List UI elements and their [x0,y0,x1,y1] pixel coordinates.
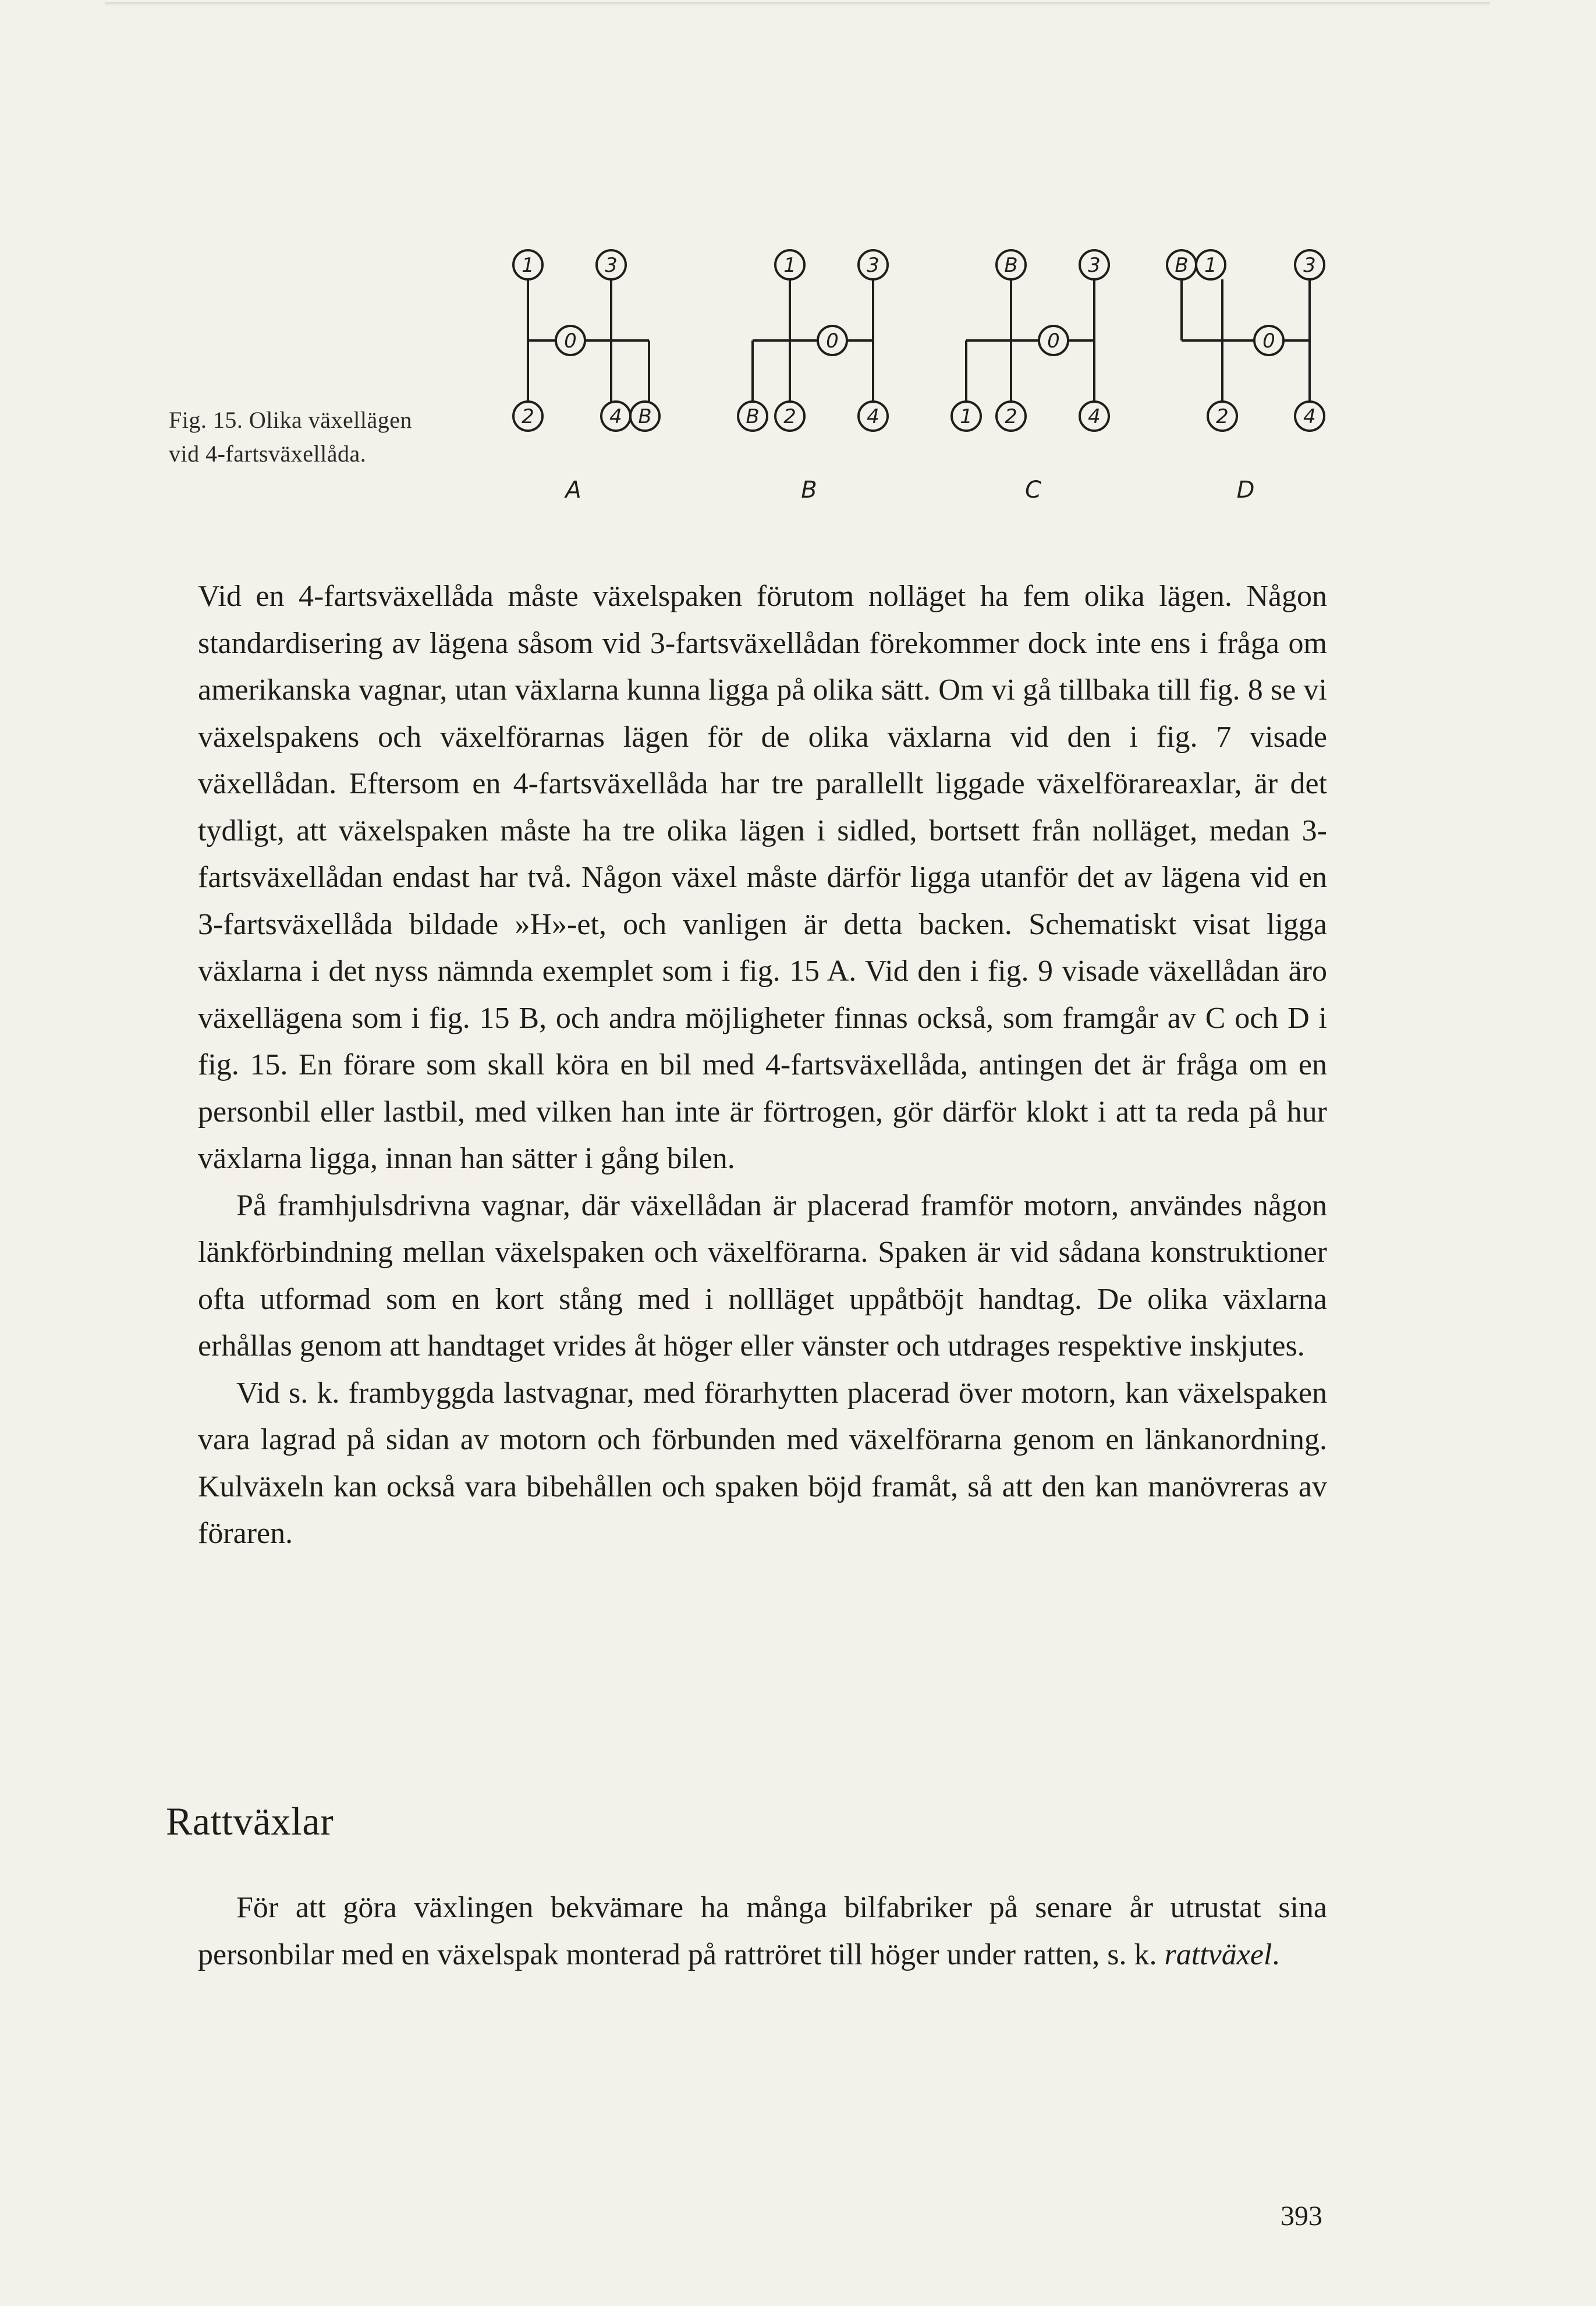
gear-c-bottom-2: 2 [1005,405,1017,428]
gear-b-bottom-1: B [746,405,760,428]
gear-d-top-3: 3 [1303,254,1316,277]
section-paragraph [198,1885,1327,1978]
figure-caption-line-2: vid 4-fartsväxellåda. [169,441,367,467]
gear-c-top-2: 3 [1088,254,1101,277]
gear-d-top-2: 1 [1204,254,1217,277]
gear-a-neutral: 0 [564,329,577,353]
gear-a-bottom-3: B [638,405,652,428]
gear-d-top-1: B [1175,254,1189,277]
gear-b-bottom-2: 2 [783,405,796,428]
figure-15 [0,0,1596,524]
gear-b-top-1: 1 [783,254,796,277]
section-text [198,1885,1327,1978]
paragraph-1: Vid en 4-fartsväxellåda måste växelspaken förutom nolläget ha fem olika lägen. Någon standardisering av lägena såsom vid 3-fartsväxellådan förekommer dock inte ens i fråga om amerikanska vagnar, utan växlarna kunna ligga på olika sätt. Om vi gå tillbaka till fig. 8 se vi växelspakens och växelförarnas lägen för de olika växlarna vid den i fig. 7 visade växellådan. Eftersom en 4-fartsväxellåda har tre parallellt liggade växelförareaxlar, är det tydligt, att växelspaken måste ha tre olika lägen i sidled, bortsett från nolläget, medan 3-fartsväxellådan endast har två. Någon växel måste därför ligga utanför det av lägena vid en 3-fartsväxellåda bildade »H»-et, och vanligen är detta backen. Schematiskt visat ligga växlarna i det nyss nämnda exemplet som i fig. 15 A. Vid den i fig. 9 visade växellådan äro växellägena som i fig. 15 B, och andra möjligheter finnas också, som framgår av C och D i fig. 15. En förare som skall köra en bil med 4-fartsväxellåda, antingen det är fråga om en personbil eller lastbil, med vilken han inte är förtrogen, gör därför klokt i att ta reda på hur växlarna ligga, innan han sätter i gång bilen. [198,580,1327,1175]
gear-diagram-a [513,250,659,503]
gear-diagram-c [952,250,1109,503]
gear-b-top-2: 3 [867,254,879,277]
figure-caption-line-1: Fig. 15. Olika växellägen [169,407,412,433]
diagram-c-label: C [1025,477,1041,503]
gear-c-bottom-1: 1 [960,405,973,428]
gear-c-top-1: B [1004,254,1018,277]
gear-diagram-d [1167,250,1324,503]
paragraph-2: På framhjulsdrivna vagnar, där växellådan är placerad framför motorn, användes någon länkförbindning mellan växelspaken och växelförarna. Spaken är vid sådana konstruktioner ofta utformad som en kort stång med i nollläget uppåtböjt handtag. De olika växlarna erhållas genom att handtaget vrides åt höger eller vänster och utdrages respektive inskjutes. [198,1189,1327,1363]
gear-diagrams [0,0,1596,524]
gear-diagram-b [738,250,888,503]
gear-a-bottom-2: 4 [609,405,622,428]
section-heading: Rattväxlar [166,1799,334,1843]
diagram-b-label: B [801,477,817,503]
gear-a-top-1: 1 [522,254,534,277]
gear-d-bottom-1: 2 [1216,405,1229,428]
gear-d-bottom-2: 4 [1303,405,1316,428]
gear-c-bottom-3: 4 [1088,405,1101,428]
gear-c-neutral: 0 [1047,329,1060,353]
gear-a-top-2: 3 [605,254,618,277]
gear-d-neutral: 0 [1262,329,1275,353]
paragraph-3: Vid s. k. frambyggda lastvagnar, med förarhytten placerad över motorn, kan växelspaken vara lagrad på sidan av motorn och förbunden med växelförarna genom en länkanordning. Kulväxeln kan också vara bibehållen och spaken böjd framåt, så att den kan manövreras av föraren. [198,1376,1327,1550]
section-text-main: För att göra växlingen bekvämare ha många bilfabriker på senare år utrustat sina personbilar med en växelspak monterad på rattröret till höger under ratten, s. k. [198,1891,1327,1971]
page-number: 393 [1281,2201,1322,2232]
gear-b-neutral: 0 [826,329,839,353]
section-text-end: . [1272,1938,1280,1971]
diagram-d-label: D [1236,477,1255,503]
diagram-a-label: A [565,477,581,503]
gear-b-bottom-3: 4 [867,405,879,428]
section-italic-term: rattväxel [1164,1938,1272,1971]
main-text [198,573,1327,1558]
gear-a-bottom-1: 2 [522,405,534,428]
